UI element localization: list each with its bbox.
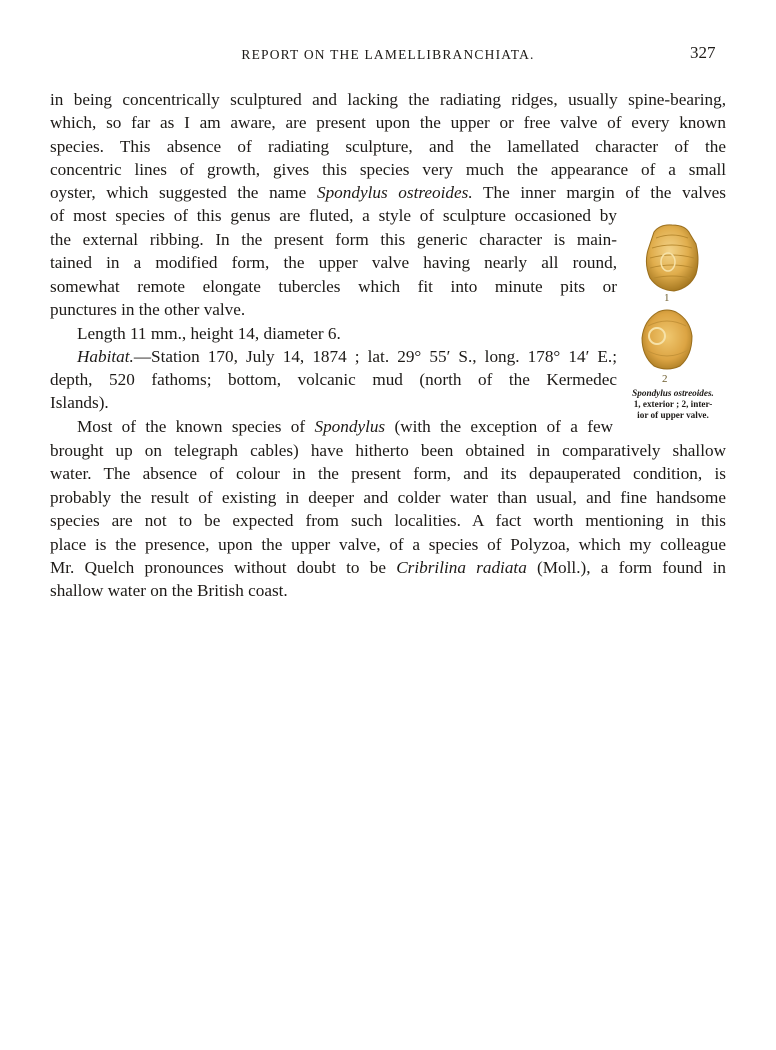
polyzoan-name: Cribrilina radiata [396,558,527,577]
text-line: shallow water on the British coast. [50,581,288,600]
text-line: concentric lines of growth, gives this species very much the appearance of a small [50,160,726,179]
species-name: Spondylus ostreoides. [316,183,473,202]
text-line: species are not to be expected from such localities. A fact worth mentioning in this [50,511,726,530]
text-line: Islands). [50,393,109,412]
habitat-label: Habitat. [77,347,134,366]
dimensions-line: Length 11 mm., height 14, diameter 6. [77,324,341,343]
text-line: punctures in the other valve. [50,300,246,319]
text-line: of most species of this genus are fluted, a style of sculpture occasioned by [50,206,617,225]
habitat-line: Habitat.—Station 170, July 14, 1874 ; lat. 29° 55′ S., long. 178° 14′ E.; [77,347,617,366]
text-line: water. The absence of colour in the present form, and its depauperated condition, is [50,464,726,483]
text-line: somewhat remote elongate tubercles which fit into minute pits or [50,277,617,296]
text-line: the external ribbing. In the present form this generic character is main- [50,230,617,249]
page-number: 327 [690,43,716,62]
shell-interior-image [636,306,698,372]
text-line: Mr. Quelch pronounces without doubt to be Cribrilina radiata (Moll.), a form found in [50,558,727,577]
figure-label-1: 1 [664,292,670,304]
figure-caption [614,388,732,421]
text-line: brought up on telegraph cables) have hitherto been obtained in comparatively shallow [50,441,726,460]
text-line: probably the result of existing in deeper and colder water than usual, and fine handsome [50,488,726,507]
figure-label-2: 2 [662,373,668,385]
caption-species: Spondylus ostreoides. [632,388,714,398]
text-line: which, so far as I am aware, are present upon the upper or free valve of every known [50,113,726,132]
caption-line-2: ior of upper valve. [637,410,709,420]
running-title: REPORT ON THE LAMELLIBRANCHIATA. [241,47,535,62]
text-line: tained in a modified form, the upper valve having nearly all round, [50,253,617,272]
text-line: place is the presence, upon the upper valve, of a species of Polyzoa, which my colleague [50,535,726,554]
caption-line-1: 1, exterior ; 2, inter- [633,399,713,409]
genus-name: Spondylus [314,417,386,436]
shell-exterior-image [640,222,704,294]
text-line: in being concentrically sculptured and lacking the radiating ridges, usually spine-bearing, [50,90,726,109]
text-line: Most of the known species of Spondylus (with the exception of a few [77,417,613,436]
text-line: depth, 520 fathoms; bottom, volcanic mud (north of the Kermedec [50,370,617,389]
text-line: oyster, which suggested the name Spondylus ostreoides. The inner margin of the valves [50,183,726,202]
text-line: species. This absence of radiating sculpture, and the lamellated character of the [50,137,726,156]
